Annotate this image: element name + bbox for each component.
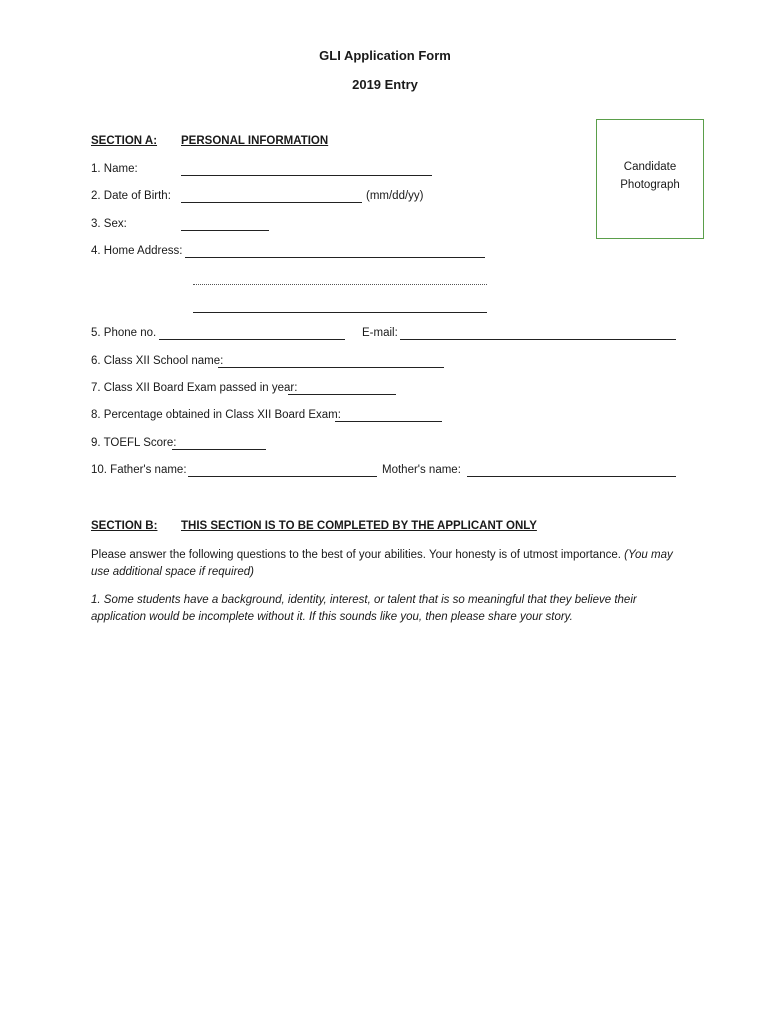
section-a-heading: PERSONAL INFORMATION: [181, 135, 329, 147]
photo-box-label-line2: Photograph: [620, 179, 680, 191]
name-label: 1. Name:: [91, 163, 138, 175]
school-name-label: 6. Class XII School name:: [91, 355, 224, 367]
form-title: GLI Application Form: [319, 48, 451, 63]
mother-name-field[interactable]: [467, 476, 676, 477]
phone-field[interactable]: [159, 339, 345, 340]
phone-label: 5. Phone no.: [91, 327, 157, 339]
section-b-heading: THIS SECTION IS TO BE COMPLETED BY THE APPLICANT ONLY: [181, 520, 537, 532]
photo-box-label-line1: Candidate: [623, 161, 677, 173]
section-b-intro-text: Please answer the following questions to the best of your abilities. Your honesty is of utmost importance.: [91, 549, 621, 561]
dob-field[interactable]: [181, 202, 362, 203]
board-year-field[interactable]: [288, 394, 396, 395]
form-subtitle: 2019 Entry: [352, 77, 418, 92]
board-year-label: 7. Class XII Board Exam passed in year:: [91, 382, 298, 394]
percentage-field[interactable]: [335, 421, 442, 422]
candidate-photograph-box[interactable]: [596, 119, 704, 239]
father-name-field[interactable]: [188, 476, 377, 477]
name-field[interactable]: [181, 175, 432, 176]
sex-field[interactable]: [181, 230, 269, 231]
section-b-intro: [91, 547, 691, 581]
home-address-field-line3[interactable]: [193, 312, 487, 313]
section-b-label: SECTION B:: [91, 520, 158, 532]
home-address-label: 4. Home Address:: [91, 245, 183, 257]
home-address-field-line1[interactable]: [185, 257, 485, 258]
dob-format-hint: (mm/dd/yy): [366, 190, 424, 202]
home-address-field-line2[interactable]: [193, 284, 487, 285]
email-field[interactable]: [400, 339, 676, 340]
toefl-label: 9. TOEFL Score:: [91, 437, 177, 449]
email-label: E-mail:: [362, 327, 398, 339]
dob-label: 2. Date of Birth:: [91, 190, 171, 202]
percentage-label: 8. Percentage obtained in Class XII Board Exam:: [91, 409, 341, 421]
school-name-field[interactable]: [218, 367, 444, 368]
mother-name-label: Mother's name:: [382, 464, 461, 476]
section-b-intro-note: (You may use additional space if required): [91, 549, 673, 578]
section-a-label: SECTION A:: [91, 135, 158, 147]
toefl-field[interactable]: [172, 449, 266, 450]
father-name-label: 10. Father's name:: [91, 464, 187, 476]
sex-label: 3. Sex:: [91, 218, 127, 230]
question-1-text: 1. Some students have a background, identity, interest, or talent that is so meaningful that they believe their application would be incomplete without it. If this sounds like you, then please share your story.: [91, 594, 637, 623]
